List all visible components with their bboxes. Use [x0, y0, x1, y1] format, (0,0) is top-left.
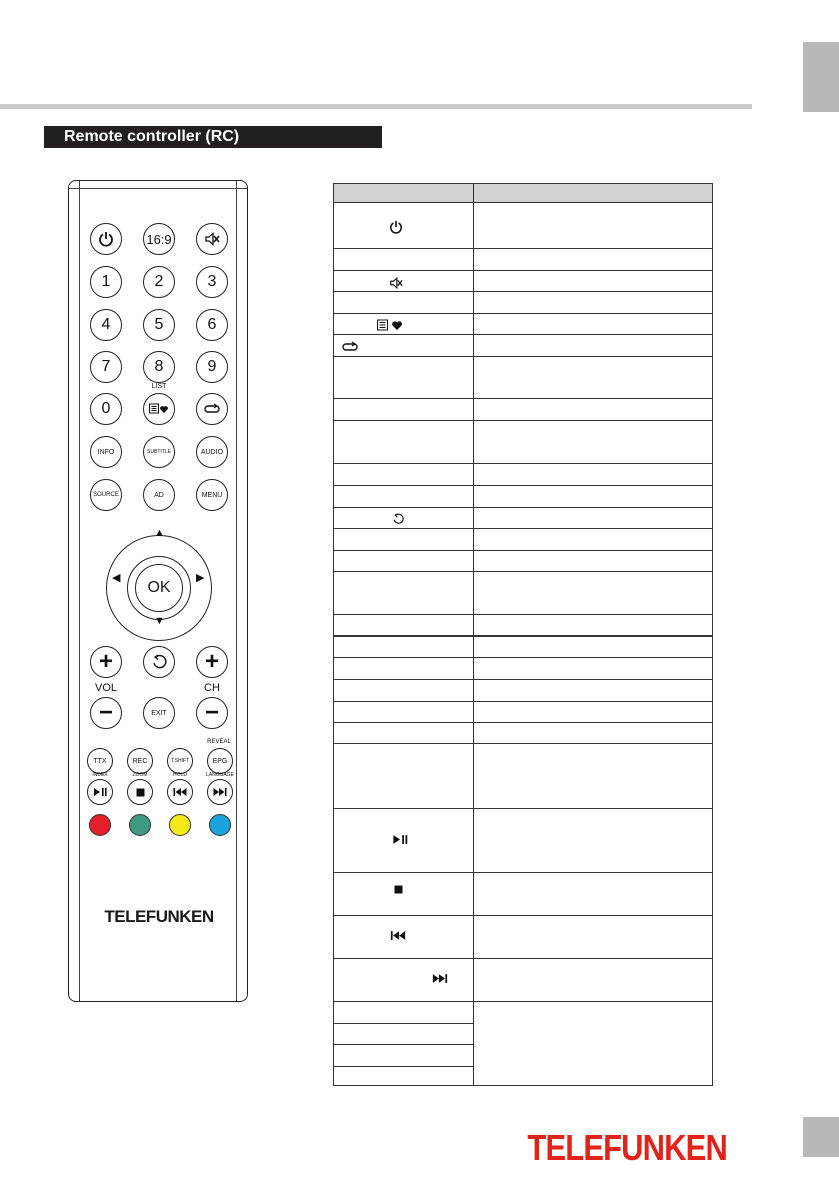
number-8-button: 8	[143, 351, 175, 383]
recall-icon	[204, 403, 220, 415]
arrow-left-icon: ◀	[112, 572, 121, 584]
ratio-button: 16:9	[143, 223, 175, 255]
power-icon	[386, 219, 406, 235]
number-9-button: 9	[196, 351, 228, 383]
number-5-button: 5	[143, 309, 175, 341]
return-icon	[388, 511, 408, 527]
audio-button: AUDIO	[196, 436, 228, 468]
list-favorite-icon	[368, 317, 412, 333]
blue-button	[209, 814, 231, 836]
button-function-table	[333, 183, 713, 1086]
play-pause-button	[87, 779, 113, 805]
info-button: INFO	[90, 436, 122, 468]
stop-button	[127, 779, 153, 805]
stop-icon	[390, 881, 406, 897]
channel-down-button: −	[196, 697, 228, 729]
number-0-button: 0	[90, 393, 122, 425]
zoom-label: ZOOM	[132, 772, 148, 778]
number-1-button: 1	[90, 266, 122, 298]
arrow-up-icon: ▲	[154, 527, 165, 539]
arrow-right-icon: ▶	[196, 572, 205, 584]
remote-brand-logo: TELEFUNKEN	[104, 907, 214, 926]
number-3-button: 3	[196, 266, 228, 298]
recall-button	[196, 393, 228, 425]
list-favorite-button	[143, 393, 175, 425]
volume-down-button: −	[90, 697, 122, 729]
next-icon	[213, 787, 227, 797]
table-header	[334, 184, 712, 203]
ok-button: OK	[135, 564, 183, 612]
ttx-button: TTX	[87, 748, 113, 774]
volume-up-button: +	[90, 646, 122, 678]
remote-illustration	[68, 180, 248, 1002]
red-button	[89, 814, 111, 836]
recall-icon	[338, 339, 362, 355]
footer-brand-logo: TELEFUNKEN	[527, 1127, 727, 1168]
page-edge-tab	[803, 42, 839, 112]
epg-button: EPG	[207, 748, 233, 774]
power-button	[90, 223, 122, 255]
ch-label: CH	[204, 682, 220, 694]
return-icon	[151, 654, 167, 670]
tshift-button: T.SHIFT	[167, 748, 193, 774]
yellow-button	[169, 814, 191, 836]
number-2-button: 2	[143, 266, 175, 298]
number-7-button: 7	[90, 351, 122, 383]
source-button: SOURCE	[90, 479, 122, 511]
reveal-label: REVEAL	[207, 739, 231, 745]
hold-label: HOLD	[173, 772, 187, 778]
arrow-down-icon: ▼	[154, 615, 165, 627]
remote-rail-right	[236, 181, 237, 1001]
previous-button	[167, 779, 193, 805]
mute-icon	[384, 275, 408, 291]
header-rule	[0, 104, 752, 109]
previous-icon	[386, 927, 410, 943]
next-icon	[428, 970, 452, 986]
number-4-button: 4	[90, 309, 122, 341]
vol-label: VOL	[94, 682, 117, 694]
remote-rail-top	[69, 188, 247, 189]
list-label: LIST	[151, 383, 167, 390]
page-number-tab	[803, 1117, 839, 1157]
index-label: INDEX	[92, 772, 108, 778]
exit-button: EXIT	[143, 697, 175, 729]
subtitle-button: SUBTITLE	[143, 436, 175, 468]
previous-icon	[173, 787, 187, 797]
list-favorite-icon	[149, 403, 169, 415]
number-6-button: 6	[196, 309, 228, 341]
green-button	[129, 814, 151, 836]
menu-button: MENU	[196, 479, 228, 511]
power-icon	[98, 231, 114, 247]
play-pause-icon	[93, 787, 107, 797]
ad-button: AD	[143, 479, 175, 511]
rec-button: REC	[127, 748, 153, 774]
mute-icon	[204, 231, 220, 247]
return-button	[143, 646, 175, 678]
language-label: LANGUAGE	[206, 772, 234, 778]
play-pause-icon	[388, 831, 412, 847]
stop-icon	[136, 788, 145, 797]
section-title: Remote controller (RC)	[44, 126, 382, 148]
channel-up-button: +	[196, 646, 228, 678]
remote-rail-left	[79, 181, 80, 1001]
next-button	[207, 779, 233, 805]
mute-button	[196, 223, 228, 255]
